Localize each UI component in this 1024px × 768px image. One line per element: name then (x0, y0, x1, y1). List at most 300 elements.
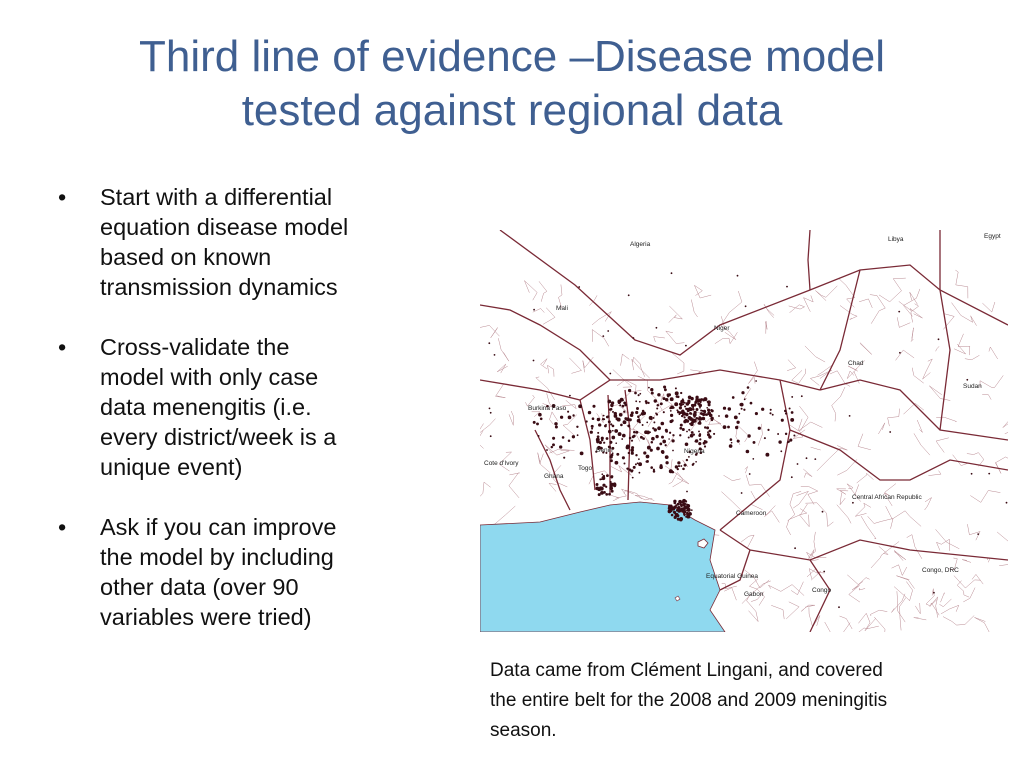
case-point (746, 450, 750, 454)
case-point (689, 417, 693, 421)
bullet-1-line-2: equation disease model (100, 214, 349, 240)
case-point (695, 397, 697, 399)
bullet-3-line-1: Ask if you can improve (100, 514, 337, 540)
label-benin: Benin (596, 447, 613, 454)
case-point (661, 436, 664, 439)
case-point (680, 403, 683, 406)
label-congo-drc: Congo, DRC (922, 567, 959, 574)
case-point (682, 404, 684, 406)
bullet-2-line-5: unique event) (100, 454, 243, 480)
case-point (631, 411, 634, 414)
case-point (681, 501, 683, 503)
case-point (675, 387, 677, 389)
case-point (758, 427, 761, 430)
case-point (610, 475, 613, 478)
case-point (577, 434, 579, 436)
case-point (777, 433, 779, 435)
case-point (683, 510, 686, 513)
case-point (605, 424, 607, 426)
case-point (671, 272, 673, 274)
slide-title-line-1: Third line of evidence –Disease model (139, 32, 885, 81)
case-point (732, 396, 735, 399)
case-point (838, 606, 840, 608)
case-point (646, 422, 648, 424)
label-algeria: Algeria (630, 241, 651, 248)
case-point (644, 430, 648, 434)
case-point (607, 400, 611, 404)
case-point (591, 428, 593, 430)
case-point (490, 412, 492, 414)
case-point (737, 440, 740, 443)
case-point (755, 412, 758, 415)
case-point (629, 437, 632, 440)
case-point (662, 440, 666, 444)
case-point (612, 430, 614, 432)
case-point (657, 393, 660, 396)
bullet-1-line-3: based on known (100, 244, 272, 270)
case-point (933, 592, 935, 594)
case-point (692, 408, 694, 410)
case-point (631, 440, 633, 442)
case-point (791, 476, 793, 478)
case-point (682, 428, 685, 431)
case-point (611, 454, 614, 457)
case-point (572, 435, 575, 438)
case-point (823, 571, 825, 573)
case-point (673, 506, 675, 508)
bullet-3-line-3: other data (over 90 (100, 574, 299, 600)
case-point (791, 411, 794, 414)
case-point (794, 547, 796, 549)
bullet-2-line-1: Cross-validate the (100, 334, 290, 360)
case-point (578, 404, 582, 408)
case-point (641, 412, 644, 415)
case-point (698, 434, 701, 437)
case-point (669, 507, 671, 509)
case-point (592, 417, 595, 420)
case-point (785, 412, 787, 414)
case-point (607, 330, 609, 332)
case-point (611, 436, 615, 440)
case-point (747, 434, 750, 437)
case-point (633, 337, 635, 339)
case-point (624, 463, 626, 465)
case-point (650, 388, 653, 391)
case-point (704, 426, 706, 428)
case-point (743, 409, 745, 411)
case-point (621, 438, 623, 440)
case-point (631, 452, 634, 455)
case-point (686, 506, 689, 509)
case-point (601, 473, 603, 475)
case-point (660, 402, 663, 405)
case-point (540, 417, 543, 420)
case-point (684, 464, 687, 467)
case-point (685, 443, 689, 447)
case-point (626, 446, 630, 450)
case-point (683, 420, 686, 423)
case-point (738, 413, 740, 415)
case-point (966, 379, 968, 381)
case-point (789, 407, 791, 409)
case-point (725, 414, 729, 418)
case-point (674, 516, 677, 519)
case-point (670, 414, 673, 417)
case-point (677, 396, 680, 399)
case-point (814, 458, 816, 460)
case-point (737, 275, 739, 277)
case-point (788, 441, 790, 443)
case-point (610, 481, 612, 483)
case-point (563, 457, 565, 459)
case-point (735, 426, 738, 429)
case-point (690, 434, 694, 438)
case-point (596, 483, 599, 486)
label-burkina-faso: Burkina Faso (528, 405, 567, 412)
caption-line-3: season. (490, 720, 557, 741)
label-equatorial-guinea: Equatorial Guinea (706, 573, 759, 580)
case-point (580, 452, 584, 456)
case-point (623, 401, 626, 404)
case-point (621, 405, 624, 408)
case-point (675, 391, 679, 395)
case-point (677, 461, 680, 464)
case-point (612, 425, 615, 428)
case-point (653, 421, 655, 423)
case-point (790, 418, 794, 422)
case-point (552, 443, 555, 446)
bullet-item-1 (58, 182, 418, 302)
case-point (682, 409, 684, 411)
case-point (786, 286, 788, 288)
case-point (490, 435, 492, 437)
case-point (686, 504, 688, 506)
case-point (731, 442, 733, 444)
caption-line-2: the entire belt for the 2008 and 2009 meningitis (490, 690, 888, 711)
case-point (559, 445, 562, 448)
case-point (784, 410, 787, 413)
case-point (606, 437, 609, 440)
case-point (627, 424, 630, 427)
case-point (670, 397, 674, 401)
case-point (744, 399, 746, 401)
label-ghana: Ghana (544, 473, 564, 480)
case-point (546, 449, 548, 451)
case-point (661, 450, 665, 454)
case-point (682, 399, 685, 402)
bullet-glyph: • (58, 514, 67, 540)
case-point (699, 417, 703, 421)
case-point (718, 415, 720, 417)
case-point (551, 446, 553, 448)
case-point (736, 421, 739, 424)
case-point (597, 418, 600, 421)
case-point (616, 453, 619, 456)
case-point (591, 425, 594, 428)
case-point (611, 490, 614, 493)
label-chad: Chad (848, 360, 864, 367)
case-point (687, 399, 690, 402)
case-point (898, 311, 900, 313)
case-point (619, 404, 621, 406)
case-point (600, 487, 604, 491)
label-cameroon: Cameroon (736, 510, 767, 517)
case-point (605, 493, 608, 496)
case-point (614, 429, 618, 433)
label-egypt: Egypt (984, 233, 1001, 240)
case-point (665, 455, 669, 459)
case-point (657, 404, 660, 407)
case-point (728, 407, 731, 410)
case-point (679, 434, 681, 436)
case-point (637, 419, 641, 423)
case-point (711, 419, 713, 421)
case-point (698, 422, 701, 425)
case-point (988, 473, 990, 475)
case-point (629, 469, 632, 472)
case-point (701, 410, 703, 412)
case-point (629, 418, 632, 421)
case-point (628, 294, 630, 296)
case-point (664, 388, 667, 391)
case-point (572, 414, 574, 416)
case-point (679, 518, 683, 522)
case-point (642, 410, 645, 413)
case-point (691, 422, 694, 425)
case-point (615, 442, 617, 444)
case-point (681, 411, 684, 414)
case-point (703, 410, 706, 413)
case-point (622, 399, 624, 401)
case-point (568, 440, 571, 443)
case-point (938, 338, 940, 340)
case-point (673, 502, 676, 505)
case-point (635, 454, 637, 456)
case-point (780, 450, 782, 452)
case-point (671, 439, 674, 442)
case-point (538, 435, 540, 437)
case-point (639, 401, 641, 403)
case-point (606, 416, 609, 419)
case-point (656, 407, 658, 409)
case-point (739, 403, 742, 406)
case-point (639, 414, 641, 416)
case-point (685, 345, 687, 347)
case-point (646, 455, 650, 459)
case-point (691, 404, 694, 407)
bullet-glyph: • (58, 184, 67, 210)
case-point (619, 413, 623, 417)
case-point (977, 533, 979, 535)
case-point (609, 408, 611, 410)
case-point (628, 452, 630, 454)
case-point (668, 438, 670, 440)
case-point (597, 435, 600, 438)
case-point (489, 408, 491, 410)
slide-title-line-2: tested against regional data (241, 86, 783, 135)
case-point (698, 430, 700, 432)
case-point (636, 407, 639, 410)
case-point (615, 461, 619, 465)
case-point (568, 416, 572, 420)
case-point (707, 411, 711, 415)
case-point (655, 435, 658, 438)
case-point (690, 408, 693, 411)
case-point (770, 409, 772, 411)
case-point (741, 408, 743, 410)
slide-title (40, 30, 984, 138)
case-point (665, 444, 667, 446)
case-point (602, 484, 605, 487)
bullet-item-3 (58, 512, 418, 632)
case-point (618, 432, 622, 436)
case-point (622, 456, 625, 459)
case-point (597, 432, 599, 434)
case-point (801, 395, 803, 397)
case-point (688, 436, 690, 438)
case-point (693, 413, 697, 417)
label-sudan: Sudan (963, 383, 982, 390)
case-point (764, 437, 766, 439)
case-point (599, 441, 602, 444)
case-point (690, 413, 692, 415)
case-point (680, 503, 683, 506)
case-point (741, 492, 743, 494)
label-nigeria: Nigeria (684, 448, 705, 455)
case-point (677, 468, 679, 470)
case-point (634, 392, 637, 395)
case-point (598, 423, 601, 426)
case-point (554, 422, 557, 425)
label-niger: Niger (714, 325, 730, 332)
case-point (675, 504, 677, 506)
case-point (785, 433, 787, 435)
case-point (772, 414, 774, 416)
case-point (822, 511, 824, 513)
case-point (599, 478, 601, 480)
case-point (609, 373, 611, 375)
bullet-list (58, 182, 418, 662)
case-point (684, 402, 686, 404)
label-togo: Togo (578, 465, 593, 472)
case-point (791, 396, 793, 398)
case-point (635, 400, 637, 402)
case-point (623, 420, 627, 424)
case-point (620, 424, 623, 427)
case-point (659, 465, 663, 469)
case-point (686, 510, 688, 512)
case-point (727, 426, 730, 429)
bullet-2-line-4: every district/week is a (100, 424, 337, 450)
case-point (660, 422, 664, 426)
case-point (601, 439, 603, 441)
case-point (670, 410, 672, 412)
case-point (538, 413, 542, 417)
case-point (696, 408, 699, 411)
case-point (741, 391, 744, 394)
case-point (602, 418, 604, 420)
case-point (688, 395, 692, 399)
bullet-1-line-4: transmission dynamics (100, 274, 338, 300)
case-point (730, 438, 733, 441)
case-point (669, 420, 672, 423)
case-point (617, 400, 621, 404)
case-point (767, 429, 769, 431)
case-point (691, 509, 693, 511)
case-point (656, 413, 658, 415)
case-point (645, 460, 647, 462)
case-point (626, 467, 628, 469)
case-point (685, 408, 687, 410)
case-point (683, 504, 686, 507)
case-point (713, 433, 715, 435)
case-point (849, 415, 851, 417)
case-point (679, 406, 682, 409)
case-point (588, 411, 591, 414)
case-point (653, 417, 655, 419)
case-point (889, 431, 891, 433)
case-point (674, 402, 678, 406)
bullet-glyph: • (58, 334, 67, 360)
case-point (654, 428, 657, 431)
case-point (745, 305, 747, 307)
case-point (612, 411, 614, 413)
case-point (592, 405, 595, 408)
case-point (699, 438, 701, 440)
case-point (590, 431, 593, 434)
case-point (899, 352, 901, 354)
case-point (706, 426, 709, 429)
case-point (781, 419, 784, 422)
case-point (552, 437, 555, 440)
case-point (711, 409, 714, 412)
case-point (686, 459, 688, 461)
case-point (650, 466, 653, 469)
case-point (665, 461, 668, 464)
case-point (749, 473, 751, 475)
case-point (707, 409, 710, 412)
case-point (650, 418, 652, 420)
case-point (680, 465, 682, 467)
case-point (555, 425, 558, 428)
case-point (488, 342, 490, 344)
case-point (680, 424, 683, 427)
case-point (536, 422, 539, 425)
case-point (707, 433, 710, 436)
case-point (606, 474, 609, 477)
case-point (723, 407, 726, 410)
case-point (533, 309, 535, 311)
case-point (638, 458, 640, 460)
case-point (706, 407, 708, 409)
case-point (533, 360, 535, 362)
case-point (752, 458, 754, 460)
case-point (609, 441, 612, 444)
case-point (635, 463, 637, 465)
case-point (635, 411, 638, 414)
case-point (723, 425, 727, 429)
case-point (707, 401, 709, 403)
case-point (648, 387, 650, 389)
bullet-2-line-3: data menengitis (i.e. (100, 394, 312, 420)
case-point (684, 405, 686, 407)
case-point (663, 385, 666, 388)
case-point (602, 335, 604, 337)
case-point (603, 415, 605, 417)
case-point (669, 432, 671, 434)
case-point (753, 441, 756, 444)
case-point (672, 450, 674, 452)
